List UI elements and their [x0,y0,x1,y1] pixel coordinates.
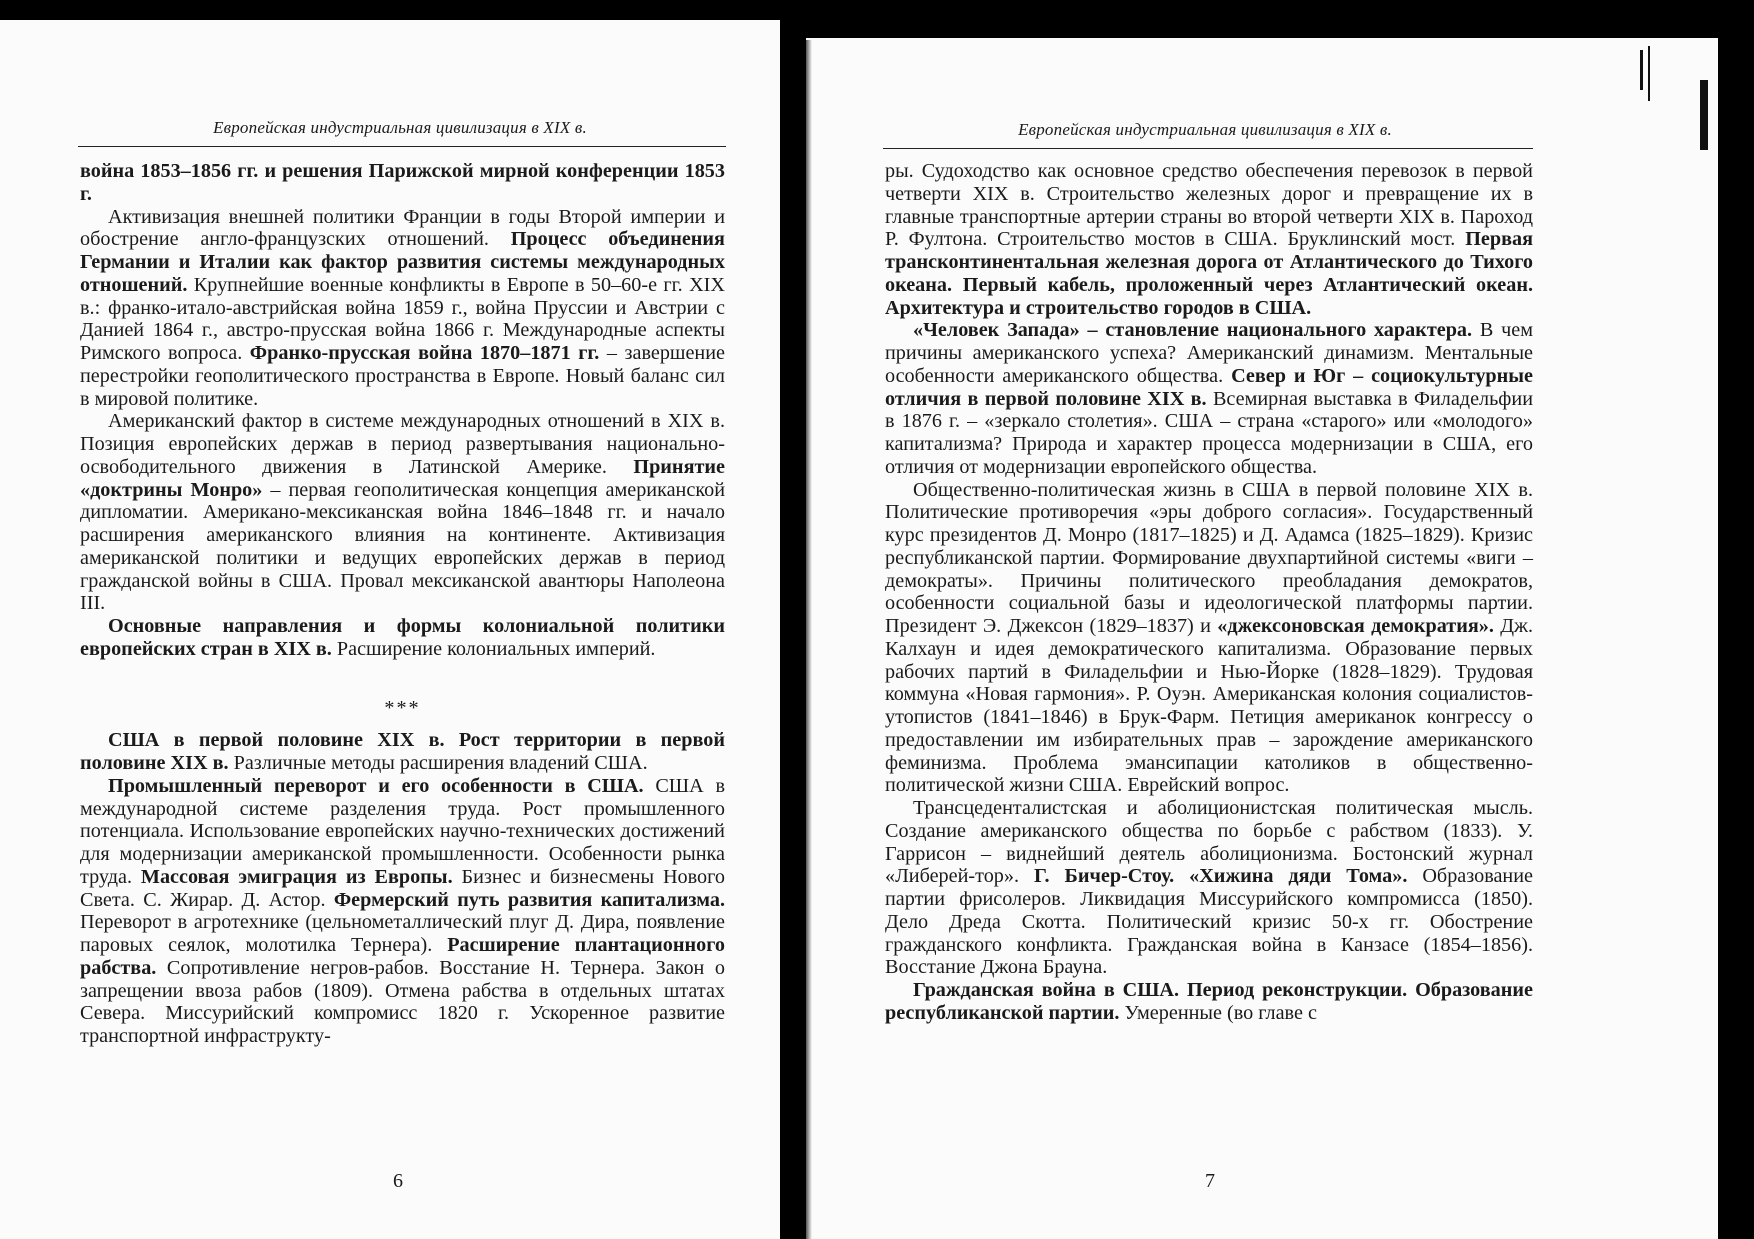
text-run: США в международной системе разделения труда. Рост промышленного потенциала. Использование европейских научно-технических достижений для модернизации американской промышленности. Особенности рынка труда. [80,774,725,888]
page-edge-mark [1700,80,1708,150]
paragraph [80,206,725,411]
paragraph [885,479,1533,798]
text-run: – завершение перестройки геополитического пространства в Европе. Новый баланс сил в мировой политике. [80,342,725,410]
text-run: В чем причины американского успеха? Американский динамизм. Ментальные особенности американского общества. [885,319,1533,387]
right-header-rule [883,148,1533,149]
bold-run: Франко-прусская война 1870–1871 гг. [249,342,600,364]
text-run: Общественно-политическая жизнь в США в первой половине XIX в. Политические противоречия «эры доброго согласия». Государственный курс президентов Д. Монро (1817–1825) и Д. Адамса (1825–1829). Кризис республиканской партии. Формирование двухпартийной системы «виги – демократы». Причины политического преобладания демократов, особенности социальной базы и идеологической платформы партии. Президент Э. Джексон (1829–1837) и [885,478,1533,637]
right-page-number: 7 [1205,1170,1215,1192]
text-run: Крупнейшие военные конфликты в Европе в 50–60-е гг. XIX в.: франко-итало-австрийская война 1859 г., война Пруссии и Австрии с Данией 1864 г., австро-прусская война 1866 г. Международные аспекты Римского вопроса. [80,273,725,364]
left-running-head: Европейская индустриальная цивилизация в XIX в. [213,118,587,137]
section-divider [80,697,725,720]
book-gutter [780,0,806,1239]
text-run: Американский фактор в системе международных отношений в XIX в. Позиция европейских держав в период развертывания национально-освободительного движения в Латинской Америке. [80,410,725,478]
paragraph [885,160,1533,319]
right-running-head: Европейская индустриальная цивилизация в XIX в. [1018,120,1392,139]
bold-run: «Человек Запада» – становление национального характера. [913,319,1473,342]
left-body-text [80,160,725,1048]
gutter-shadow [806,40,812,1239]
text-run: – первая геополитическая концепция американской дипломатии. Американо-мексиканская война 1846–1848 гг. и начало расширения американского влияния на континенте. Активизация американской политики и ведущих европейских держав в период гражданской войны в США. Провал мексиканской авантюры Наполеона III. [80,478,725,615]
paragraph [80,729,725,775]
bold-run: Первая трансконтинентальная железная дорога от Атлантического до Тихого океана. Первый кабель, проложенный через Атлантический океан. Архитектура и строительство городов в США. [885,228,1533,319]
text-run: Переворот в агротехнике (цельнометаллический плуг Д. Дира, появление паровых сеялок, молотилка Тернера). [80,911,725,956]
bold-run: Север и Юг – социокультурные отличия в первой половине XIX в. [885,364,1533,410]
text-run: Умеренные (во главе с [1119,1001,1317,1024]
text-run: Образование партии фрисолеров. Ликвидация Миссурийского компромисса (1850). Дело Дреда Скотта. Политический кризис 50-х гг. Обострение гражданского конфликта. Гражданская война в Канзасе (1854–1856). Восстание Джона Брауна. [885,865,1533,979]
paragraph [885,319,1533,478]
bold-run: Массовая эмиграция из Европы. [140,865,453,888]
text-run: Расширение колониальных империй. [331,637,656,660]
page-edge-mark [1648,46,1650,101]
paragraph [80,410,725,615]
bold-run: Расширение плантационного рабства. [80,934,725,979]
paragraph [885,797,1533,979]
scan-right-border [1716,0,1754,1239]
paragraph [885,979,1533,1025]
bold-run: Основные направления и формы колониальной политики европейских стран в XIX в. [80,615,725,660]
text-run: *** [384,696,421,719]
page-edge-mark [1640,50,1643,90]
text-run: Бизнес и бизнесмены Нового Света. С. Жирар. Д. Астор. [80,865,725,911]
bold-run: Г. Бичер-Стоу. «Хижина дяди Тома». [1033,865,1408,888]
bold-run: Гражданская война в США. Период реконструкции. Образование республиканской партии. [885,979,1533,1024]
left-page-number: 6 [393,1170,403,1192]
paragraph [80,775,725,1048]
left-header-rule [78,146,726,147]
bold-run: «джексоновская демократия». [1217,615,1494,637]
text-run: Трансцеденталистская и аболиционистская политическая мысль. Создание американского общества по борьбе с рабством (1833). У. Гаррисон – виднейший деятель аболиционизма. Бостонский журнал «Либерей-тор». [885,797,1533,888]
paragraph [80,160,725,206]
text-run: ры. Судоходство как основное средство обеспечения перевозок в первой четверти XIX в. Строительство железных дорог и превращение их в главные транспортные артерии страны во второй четверти XIX в. Пароход Р. Фултона. Строительство мостов в США. Бруклинский мост. [885,160,1533,251]
text-run: Активизация внешней политики Франции в годы Второй империи и обострение англо-французских отношений. [80,205,725,251]
bold-run: Фермерский путь развития капитализма. [333,888,726,911]
text-run: Сопротивление негров-рабов. Восстание Н. Тернера. Закон о запрещении ввоза рабов (1809). Отмена рабства в отдельных штатах Севера. Миссурийский компромисс 1820 г. Ускоренное развитие транспортной инфраструкту- [80,956,725,1047]
bold-run: война 1853–1856 гг. и решения Парижской мирной конференции 1853 г. [80,160,725,205]
bold-run: США в первой половине XIX в. Рост территории в первой половине XIX в. [80,729,725,774]
bold-run: Промышленный переворот и его особенности в США. [108,774,644,797]
text-run: Различные методы расширения владений США. [228,752,648,774]
bold-run: Принятие «доктрины Монро» [80,455,725,501]
bold-run: Процесс объединения Германии и Италии как фактор развития системы международных отношений. [80,228,725,296]
right-body-text [885,160,1533,1025]
paragraph [80,615,725,661]
scan-top-border-right [760,0,1754,38]
text-run: Дж. Калхаун и идея демократического капитализма. Образование первых рабочих партий в Филадельфии и Нью-Йорке (1828–1829). Трудовая коммуна «Новая гармония». Р. Оуэн. Американская колония социалистов-утопистов (1841–1846) в Брук-Фарм. Петиция американок конгрессу о предоставлении им избирательных прав – зарождение американского феминизма. Проблема эмансипации католиков в общественно-политической жизни США. Еврейский вопрос. [885,615,1533,797]
text-run: Всемирная выставка в Филадельфии в 1876 г. – «зеркало столетия». США – страна «старого» или «молодого» капитализма? Природа и характер процесса модернизации в США, его отличия от модернизации европейского общества. [885,387,1533,478]
